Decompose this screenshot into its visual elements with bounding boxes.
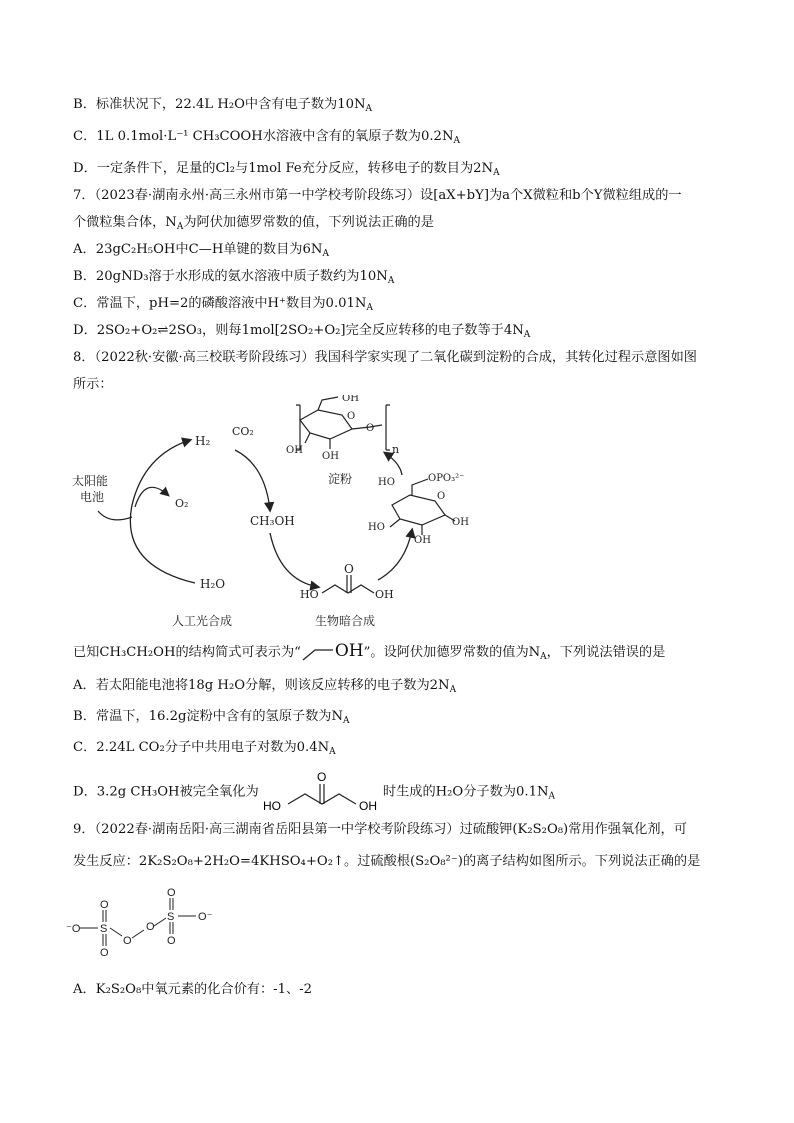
sugar-ring-o: O <box>437 491 446 502</box>
starch-oh-left: OH <box>286 445 303 456</box>
starch-label: 淀粉 <box>328 472 353 486</box>
subscript-a: A <box>322 249 329 259</box>
q6-option-c: C．1L 0.1mol·L⁻¹ CH₃COOH水溶液中含有的氧原子数为$0.2N_A$ <box>73 129 460 146</box>
inline-oh: OH <box>358 799 377 813</box>
subscript-a: A <box>343 716 350 726</box>
q7-stem-line1: 7．（2023春·湖南永州·高三永州市第一中学校考阶段练习）设[aX+bY]为a个X微粒和b个Y微粒组成的一 <box>73 188 682 203</box>
dihydroxyacetone-molecule <box>322 575 374 593</box>
opo3-label: OPO₃²⁻ <box>428 473 465 484</box>
q9-stem-line2: 发生反应：2K₂S₂O₈+2H₂O=4KHSO₄+O₂↑。过硫酸根(S₂O₈²⁻)的离子结构如图所示。下列说法正确的是 <box>73 854 701 869</box>
s-left: S <box>100 923 108 935</box>
ch3oh-label: CH₃OH <box>250 514 295 528</box>
q7-option-d: D．2SO₂+O₂⇌2SO₃，则每1mol[2SO₂+O₂]完全反应转移的电子数等于$4N_A$ <box>73 323 531 340</box>
solar-cell-label-2: 电池 <box>80 490 105 504</box>
subscript-a: A <box>387 276 395 286</box>
subscript-a: A <box>329 747 336 757</box>
q6-option-b: B．标准状况下，22.4L H₂O中含有电子数为$10N_A$ <box>73 97 373 114</box>
sugar-phosphate-molecule <box>390 479 455 535</box>
q6-option-d: D．一定条件下，足量的Cl₂与1mol Fe充分反应，转移电子的数目为$2N_A$ <box>73 161 500 178</box>
q8-option-d: D．3.2g CH₃OH被完全氧化为 O HO OH 时生成的H₂O分子数为$0.1N_A$ <box>73 770 555 813</box>
subscript-a: A <box>365 104 373 114</box>
o2-label: O₂ <box>175 497 189 510</box>
o-bridge-1: O <box>123 935 132 947</box>
q8-option-b: B．常温下，16.2g淀粉中含有的氢原子数为$N_A$ <box>73 709 350 726</box>
q8-stem-line1: 8．（2022秋·安徽·高三校联考阶段练习）我国科学家实现了二氧化碳到淀粉的合成，其转化过程示意图如图 <box>73 350 697 365</box>
q8-known-line: 已知CH₃CH₂OH的结构简式可表示为“ OH”。设阿伏加德罗常数的值为$N_A$，下列说法错误的是 <box>73 641 666 662</box>
q7-option-b: B．20gND₃溶于水形成的氨水溶液中质子数约为$10N_A$ <box>73 269 395 286</box>
sugar-to-starch-arrow <box>385 453 402 475</box>
water-to-hydrogen-arrow <box>130 440 195 583</box>
co2-to-starch-diagram <box>60 395 560 635</box>
o-right-top: O <box>167 887 176 899</box>
q9-stem-line1: 9．（2022春·湖南岳阳·高三湖南省岳阳县第一中学校考阶段练习）过硫酸钾(K₂S₂O₈)常用作强氧化剂，可 <box>73 822 687 837</box>
subscript-a: A <box>449 685 457 695</box>
starch-unit-molecule <box>296 397 390 450</box>
sugar-oh-2: OH <box>452 517 469 528</box>
o-right-bottom: O <box>167 935 176 947</box>
q8-option-a: A．若太阳能电池将18g H₂O分解，则该反应转移的电子数为$2N_A$ <box>73 678 457 695</box>
o-bridge-2: O <box>146 921 155 933</box>
inline-ho: HO <box>262 799 281 813</box>
starch-oh-bottom: OH <box>322 451 339 462</box>
subscript-a: A <box>366 303 373 313</box>
o-minus-left: ⁻O <box>66 923 81 935</box>
subscript-a: A <box>523 330 531 340</box>
artificial-photosynthesis-label: 人工光合成 <box>172 614 233 628</box>
starch-ring-o: O <box>347 411 356 422</box>
oxygen-arrow <box>135 487 168 507</box>
dha-oh-label: OH <box>375 588 394 601</box>
starch-n-label: n <box>392 443 400 456</box>
methanol-to-dha-arrow <box>270 533 318 587</box>
inline-o: O <box>316 770 327 784</box>
o-left-top: O <box>100 899 109 911</box>
subscript-a: A <box>548 791 555 802</box>
subscript-a: A <box>176 222 184 232</box>
ethanol-oh-label: OH <box>334 641 364 661</box>
subscript-a: A <box>540 652 547 662</box>
solar-cell-label-1: 太阳能 <box>72 474 109 488</box>
ethanol-skeletal-formula <box>301 644 335 662</box>
q7-option-a: A．23gC₂H₅OH中C—H单键的数目为$6N_A$ <box>73 242 329 259</box>
dha-to-sugar-arrow <box>378 530 412 580</box>
q9-option-a: A．K₂S₂O₈中氧元素的化合价有：-1、-2 <box>73 982 313 997</box>
q7-stem-line2: 个微粒集合体，$N_A$为阿伏加德罗常数的值，下列说法正确的是 <box>73 215 434 232</box>
solar-pointer-line <box>98 511 132 520</box>
subscript-a: A <box>453 136 460 146</box>
sugar-oh-1: OH <box>414 535 431 546</box>
h2-label: H₂ <box>195 434 211 448</box>
q8-option-c: C．2.24L CO₂分子中共用电子对数为$0.4N_A$ <box>73 740 336 757</box>
q8-stem-line2: 所示： <box>73 377 113 392</box>
o-minus-right: O⁻ <box>198 911 213 923</box>
persulfate-ion-structure <box>60 880 230 960</box>
dha-o-label: O <box>344 562 354 576</box>
dha-ho-label: HO <box>300 588 319 601</box>
dihydroxyacetone-inline <box>263 770 383 814</box>
q7-option-c: C．常温下，pH=2的磷酸溶液中H⁺数目为$0.01N_A$ <box>73 296 373 313</box>
starch-oh-top: OH <box>342 395 359 404</box>
o-left-bottom: O <box>100 947 109 959</box>
sugar-ho-1: HO <box>378 477 395 488</box>
sugar-ho-2: HO <box>368 522 385 533</box>
h2o-label: H₂O <box>200 577 226 591</box>
hydrogen-to-methanol-arrow <box>235 450 270 510</box>
co2-label: CO₂ <box>232 425 254 438</box>
starch-link-o: O <box>366 423 375 434</box>
subscript-a: A <box>493 168 500 178</box>
s-right: S <box>167 911 175 923</box>
biological-dark-synthesis-label: 生物暗合成 <box>315 614 376 628</box>
